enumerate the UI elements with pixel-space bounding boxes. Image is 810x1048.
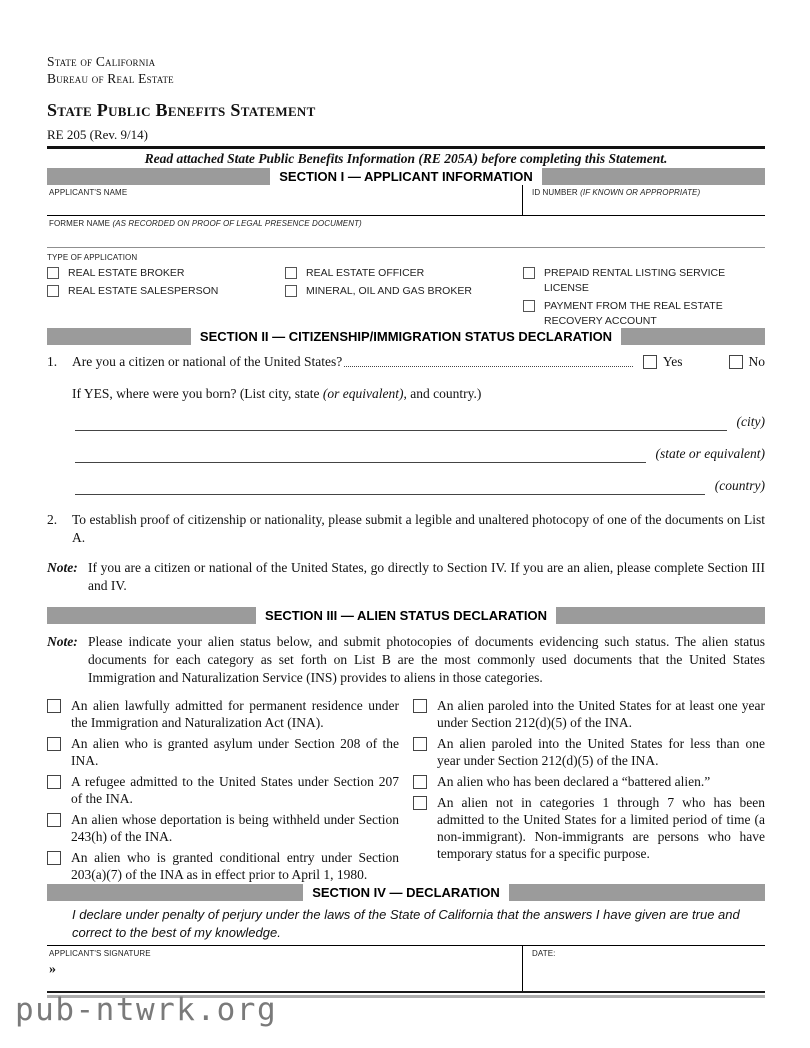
if-yes-suffix: , and country.) (403, 386, 482, 401)
signature-arrow: » (49, 962, 56, 977)
option-label: REAL ESTATE OFFICER (306, 267, 425, 279)
option-text: A refugee admitted to the United States under Section 207 of the INA. (71, 774, 399, 806)
country-input-line[interactable] (75, 481, 705, 495)
option-text: An alien who has been declared a “battered alien.” (437, 774, 711, 789)
form-number: RE 205 (Rev. 9/14) (47, 127, 148, 142)
state-input-line[interactable] (75, 449, 646, 463)
question-2-text: To establish proof of citizenship or nationality, please submit a legible and unaltered photocopy of one of the documents on List A. (72, 512, 765, 545)
checkbox-refugee-207[interactable] (47, 775, 61, 789)
option-real-estate-broker (47, 266, 285, 281)
option-recovery-account-payment (523, 299, 765, 329)
country-line-label: (country) (714, 478, 765, 493)
option-text: An alien lawfully admitted for permanent residence under the Immigration and Naturalization Act (INA). (71, 698, 399, 730)
option-refugee-207 (47, 773, 399, 807)
note-text: Please indicate your alien status below, and submit photocopies of documents evidencing such status. The alien status documents for each category as set forth on List B are the most commonly used documents that the United States Immigration and Naturalization Service (INS) provides to aliens in those categories. (88, 634, 765, 685)
birth-city-row (75, 413, 765, 431)
checkbox-asylum-208[interactable] (47, 737, 61, 751)
alien-status-options (47, 697, 765, 884)
if-yes-instruction (72, 385, 765, 403)
applicant-name-field[interactable] (47, 185, 523, 215)
read-attached-notice: Read attached State Public Benefits Information (RE 205A) before completing this Statement. (144, 151, 668, 166)
id-number-label (532, 188, 765, 198)
section2-title: SECTION II — CITIZENSHIP/IMMIGRATION STATUS DECLARATION (191, 328, 621, 345)
question-2 (47, 511, 765, 547)
option-prepaid-rental-listing (523, 266, 765, 296)
alien-status-left-column (47, 697, 399, 884)
option-real-estate-officer (285, 266, 523, 281)
checkbox-real-estate-officer[interactable] (285, 267, 297, 279)
former-name-field[interactable] (47, 216, 765, 248)
state-line-label: (state or equivalent) (655, 446, 765, 461)
section3-header-bar (47, 607, 765, 624)
section3-note (47, 633, 765, 687)
checkbox-conditional-entry[interactable] (47, 851, 61, 865)
yes-label: Yes (662, 354, 683, 369)
option-real-estate-salesperson (47, 284, 285, 299)
signature-label: APPLICANT'S SIGNATURE (49, 949, 151, 958)
checkbox-mineral-oil-gas-broker[interactable] (285, 285, 297, 297)
application-type-options (47, 266, 765, 327)
question-1 (47, 353, 765, 371)
applicant-name-label: APPLICANT'S NAME (49, 188, 128, 197)
checkbox-citizen-no[interactable] (729, 355, 743, 369)
alien-status-right-column (413, 697, 765, 884)
checkbox-real-estate-broker[interactable] (47, 267, 59, 279)
checkbox-citizen-yes[interactable] (643, 355, 657, 369)
no-label: No (748, 354, 765, 369)
section1-name-row (47, 185, 765, 216)
checkbox-battered-alien[interactable] (413, 775, 427, 789)
checkbox-paroled-less-one-year[interactable] (413, 737, 427, 751)
option-label: REAL ESTATE SALESPERSON (68, 285, 219, 297)
date-field[interactable] (523, 946, 765, 991)
checkbox-permanent-resident[interactable] (47, 699, 61, 713)
section1-title: SECTION I — APPLICANT INFORMATION (270, 168, 542, 185)
application-type-col3 (523, 266, 765, 327)
signature-block (47, 945, 765, 991)
option-non-immigrant (413, 794, 765, 862)
checkbox-real-estate-salesperson[interactable] (47, 285, 59, 297)
checkbox-recovery-account-payment[interactable] (523, 300, 535, 312)
question-1-number: 1. (47, 354, 58, 369)
former-name-label-note: (AS RECORDED ON PROOF OF LEGAL PRESENCE DOCUMENT) (112, 219, 362, 228)
option-battered-alien (413, 773, 765, 790)
option-text: An alien whose deportation is being withheld under Section 243(h) of the INA. (71, 812, 399, 844)
option-asylum-208 (47, 735, 399, 769)
note-text: If you are a citizen or national of the United States, go directly to Section IV. If you are an alien, please complete Section III and IV. (88, 560, 765, 593)
option-label: REAL ESTATE BROKER (68, 267, 185, 279)
section1-header-bar (47, 168, 765, 185)
id-number-label-note: (IF KNOWN OR APPROPRIATE) (580, 188, 701, 197)
option-text: An alien who is granted conditional entry under Section 203(a)(7) of the INA as in effect prior to April 1, 1980. (71, 850, 399, 882)
option-label: PAYMENT FROM THE REAL ESTATE RECOVERY ACCOUNT (544, 300, 723, 327)
question-2-number: 2. (47, 512, 58, 527)
option-text: An alien paroled into the United States for less than one year under Section 212(d)(5) of the INA. (437, 736, 765, 768)
perjury-declaration: I declare under penalty of perjury under the laws of the State of California that the answers I have given are true and correct to the best of my knowledge. (72, 907, 740, 940)
city-line-label: (city) (736, 414, 765, 429)
form-title: State Public Benefits Statement (47, 100, 316, 120)
checkbox-prepaid-rental-listing[interactable] (523, 267, 535, 279)
option-conditional-entry (47, 849, 399, 883)
option-text: An alien paroled into the United States for at least one year under Section 212(d)(5) of the INA. (437, 698, 765, 730)
section2-header-bar (47, 328, 765, 345)
option-paroled-less-one-year (413, 735, 765, 769)
option-mineral-oil-gas-broker (285, 284, 523, 299)
birth-state-row (75, 445, 765, 463)
city-input-line[interactable] (75, 417, 727, 431)
agency-name-line2: Bureau of Real Estate (47, 71, 174, 86)
option-text: An alien who is granted asylum under Section 208 of the INA. (71, 736, 399, 768)
application-type-col1 (47, 266, 285, 314)
note-label: Note: (47, 560, 78, 575)
checkbox-paroled-one-year[interactable] (413, 699, 427, 713)
application-type-col2 (285, 266, 523, 314)
option-deportation-withheld (47, 811, 399, 845)
if-yes-italic: (or equivalent) (322, 386, 404, 401)
former-name-label (49, 219, 765, 229)
checkbox-deportation-withheld[interactable] (47, 813, 61, 827)
type-of-application-label: TYPE OF APPLICATION (47, 253, 138, 262)
header-divider (47, 146, 765, 149)
former-name-label-text: FORMER NAME (49, 219, 113, 228)
if-yes-prefix: If YES, where were you born? (List city, state (72, 386, 323, 401)
agency-name-line1: State of California (47, 54, 156, 69)
option-permanent-resident (47, 697, 399, 731)
dot-leader (344, 365, 633, 367)
signature-field[interactable] (47, 946, 523, 991)
note-label: Note: (47, 634, 78, 649)
section4-header-bar (47, 884, 765, 901)
option-label: MINERAL, OIL AND GAS BROKER (306, 285, 472, 297)
date-label: DATE: (532, 949, 556, 958)
form-page (47, 53, 765, 998)
section3-title: SECTION III — ALIEN STATUS DECLARATION (256, 607, 556, 624)
option-label: PREPAID RENTAL LISTING SERVICE LICENSE (544, 267, 726, 294)
birth-country-row (75, 477, 765, 495)
option-text: An alien not in categories 1 through 7 who has been admitted to the United States for a limited period of time (a non-immigrant). Non-immigrants are persons who have temporary status for a specific purpose. (437, 795, 765, 861)
option-paroled-one-year (413, 697, 765, 731)
checkbox-non-immigrant[interactable] (413, 796, 427, 810)
question-1-text: Are you a citizen or national of the United States? (72, 354, 343, 369)
id-number-label-text: ID NUMBER (532, 188, 581, 197)
section4-title: SECTION IV — DECLARATION (303, 884, 509, 901)
id-number-field[interactable] (523, 185, 765, 215)
watermark-text: pub-ntwrk.org (15, 992, 278, 1028)
section2-note (47, 559, 765, 595)
